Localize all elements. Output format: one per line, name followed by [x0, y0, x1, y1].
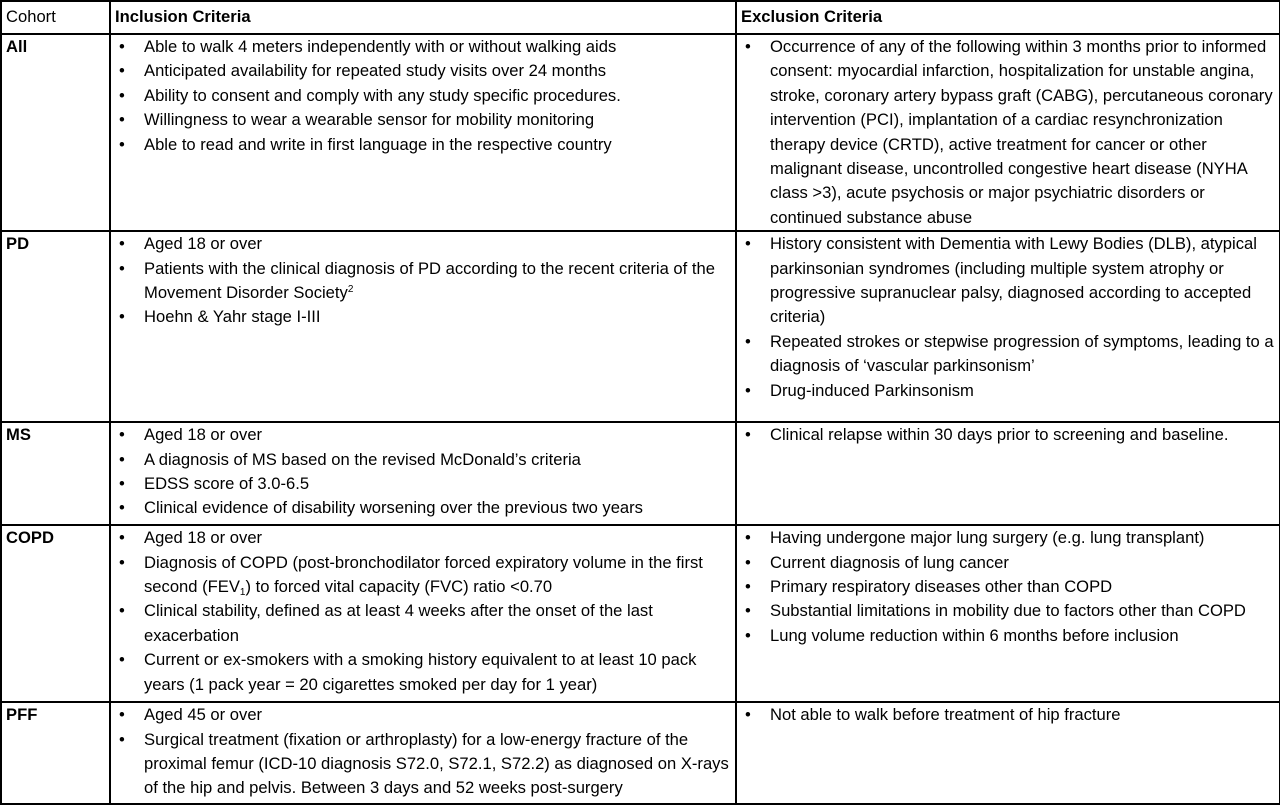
list-item: [115, 305, 731, 329]
list-item: [741, 551, 1275, 575]
criterion-text: Aged 45 or over: [144, 705, 263, 725]
inclusion-cell: [110, 231, 736, 422]
inclusion-header: Inclusion Criteria: [110, 1, 736, 34]
subscript: 1: [239, 587, 246, 599]
criterion-text: Surgical treatment (fixation or arthroplasty) for a low-energy fracture of the proximal femur (ICD-10 diagnosis S72.0, S72.1, S72.2) as diagnosed on X-rays of the hip and pelvis. Between 3 days and 52 weeks post-surgery: [144, 729, 729, 798]
criterion-text: Aged 18 or over: [144, 425, 263, 445]
exclusion-cell: [736, 702, 1280, 804]
citation-superscript: 2: [347, 284, 354, 296]
criterion-text: Aged 18 or over: [144, 234, 263, 254]
list-item: [115, 108, 731, 132]
inclusion-cell: [110, 702, 736, 804]
inclusion-cell: [110, 422, 736, 525]
criterion-text: Anticipated availability for repeated study visits over 24 months: [144, 61, 607, 81]
cohort-cell: PD: [1, 231, 110, 422]
criterion-text: Having undergone major lung surgery (e.g. lung transplant): [770, 528, 1205, 548]
exclusion-list: [741, 232, 1275, 403]
list-item: [741, 423, 1275, 447]
criterion-text: Clinical relapse within 30 days prior to screening and baseline.: [770, 425, 1229, 445]
list-item: [741, 35, 1275, 230]
list-item: [115, 232, 731, 256]
criterion-text: Able to read and write in first language in the respective country: [144, 134, 612, 154]
criterion-text: Substantial limitations in mobility due to factors other than COPD: [770, 601, 1246, 621]
header-row: [1, 1, 1280, 34]
list-item: [115, 648, 731, 697]
list-item: [115, 448, 731, 472]
criterion-text-continued: ) to forced vital capacity (FVC) ratio <0.70: [245, 577, 553, 597]
inclusion-cell: [110, 34, 736, 231]
list-item: [741, 526, 1275, 550]
criterion-text: Occurrence of any of the following within 3 months prior to informed consent: myocardial infarction, hospitalization for unstable angina, stroke, coronary artery bypass graft (CABG), percutaneous coronary intervention (PCI), implantation of a cardiac resynchronization therapy device (CRTD), active treatment for cancer or other malignant disease, uncontrolled congestive heart disease (NYHA class >3), acute psychosis or major psychiatric disorders or continued substance abuse: [770, 37, 1273, 227]
criterion-text: Diagnosis of COPD (post-bronchodilator forced expiratory volume in the first second (FEV: [144, 552, 703, 597]
table-row: [1, 34, 1280, 231]
exclusion-list: [741, 423, 1275, 447]
criterion-text: Hoehn & Yahr stage I-III: [144, 307, 321, 327]
list-item: [115, 551, 731, 600]
criterion-text: Repeated strokes or stepwise progression of symptoms, leading to a diagnosis of ‘vascular parkinsonism’: [770, 331, 1274, 376]
list-item: [115, 84, 731, 108]
inclusion-list: [115, 423, 731, 521]
table-row: [1, 422, 1280, 525]
exclusion-list: [741, 526, 1275, 648]
list-item: [115, 526, 731, 550]
criterion-text: Clinical evidence of disability worsening over the previous two years: [144, 498, 643, 518]
exclusion-list: [741, 35, 1275, 230]
exclusion-list: [741, 703, 1275, 727]
list-item: [115, 472, 731, 496]
criterion-text: Aged 18 or over: [144, 528, 263, 548]
criterion-text: Patients with the clinical diagnosis of PD according to the recent criteria of the Movement Disorder Society: [144, 258, 715, 303]
exclusion-cell: [736, 34, 1280, 231]
cohort-cell: MS: [1, 422, 110, 525]
list-item: [741, 599, 1275, 623]
table-row: [1, 525, 1280, 702]
criterion-text: Drug-induced Parkinsonism: [770, 380, 974, 400]
criterion-text: Current diagnosis of lung cancer: [770, 552, 1009, 572]
cohort-cell: All: [1, 34, 110, 231]
list-item: [115, 35, 731, 59]
inclusion-list: [115, 703, 731, 801]
criterion-text: Primary respiratory diseases other than COPD: [770, 577, 1113, 597]
list-item: [741, 379, 1275, 403]
list-item: [115, 59, 731, 83]
list-item: [741, 624, 1275, 648]
exclusion-cell: [736, 231, 1280, 422]
inclusion-list: [115, 232, 731, 330]
inclusion-list: [115, 526, 731, 697]
inclusion-cell: [110, 525, 736, 702]
cohort-header: Cohort: [1, 1, 110, 34]
cohort-cell: PFF: [1, 702, 110, 804]
table-row: [1, 702, 1280, 804]
criterion-text: EDSS score of 3.0-6.5: [144, 474, 310, 494]
list-item: [115, 599, 731, 648]
list-item: [115, 423, 731, 447]
table-row: [1, 231, 1280, 422]
criterion-text: Ability to consent and comply with any study specific procedures.: [144, 85, 621, 105]
criterion-text: Willingness to wear a wearable sensor for mobility monitoring: [144, 110, 595, 130]
list-item: [741, 232, 1275, 330]
list-item: [115, 728, 731, 801]
cohort-cell: COPD: [1, 525, 110, 702]
table-body: [1, 34, 1280, 804]
criterion-text: History consistent with Dementia with Lewy Bodies (DLB), atypical parkinsonian syndromes (including multiple system atrophy or progressive supranuclear palsy, diagnosed according to accepted criteria): [770, 234, 1257, 327]
exclusion-cell: [736, 525, 1280, 702]
list-item: [741, 703, 1275, 727]
list-item: [115, 133, 731, 157]
list-item: [741, 575, 1275, 599]
criterion-text: Able to walk 4 meters independently with or without walking aids: [144, 37, 617, 56]
criterion-text: Lung volume reduction within 6 months before inclusion: [770, 625, 1179, 645]
list-item: [115, 257, 731, 306]
inclusion-list: [115, 35, 731, 157]
exclusion-header: Exclusion Criteria: [736, 1, 1280, 34]
list-item: [115, 496, 731, 520]
criterion-text: Clinical stability, defined as at least 4 weeks after the onset of the last exacerbation: [144, 601, 653, 645]
criterion-text: Not able to walk before treatment of hip fracture: [770, 705, 1121, 725]
list-item: [741, 330, 1275, 379]
exclusion-cell: [736, 422, 1280, 525]
list-item: [115, 703, 731, 727]
criterion-text: Current or ex-smokers with a smoking history equivalent to at least 10 pack years (1 pack year = 20 cigarettes smoked per day for 1 year): [144, 650, 697, 694]
criterion-text: A diagnosis of MS based on the revised McDonald’s criteria: [144, 449, 581, 469]
